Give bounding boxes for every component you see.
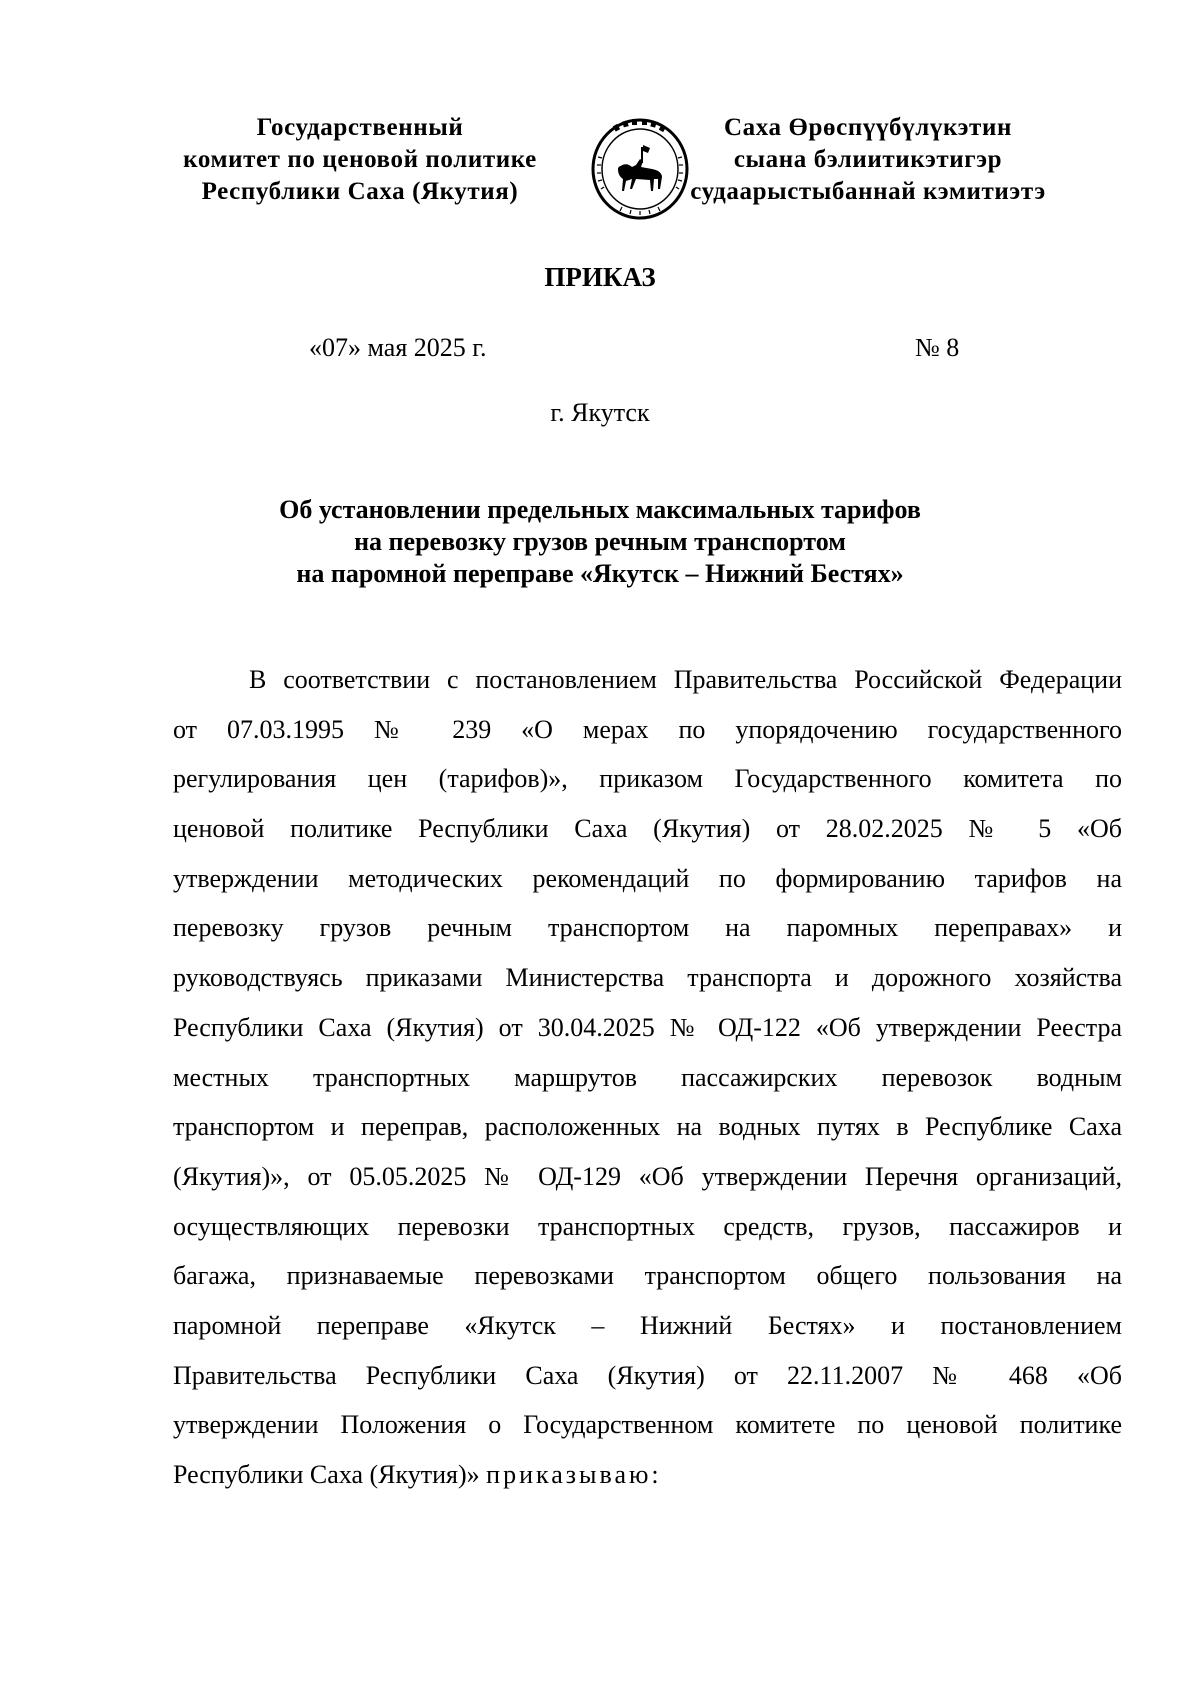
body-line: перевозку грузов речным транспортом на паромных переправах» и: [173, 913, 1122, 943]
body-line: В соответствии с постановлением Правительства Российской Федерации: [249, 665, 1122, 694]
subject-line: Об установлении предельных максимальных тарифов: [279, 495, 921, 524]
header-right-yakut: [668, 112, 1068, 208]
body-line: от 07.03.1995 № 239 «О мерах по упорядочению государственного: [173, 714, 1122, 744]
order-city: г. Якутск: [550, 398, 650, 427]
body-line: (Якутия)», от 05.05.2025 № ОД-129 «Об утверждении Перечня организаций,: [173, 1161, 1122, 1191]
body-line: ценовой политике Республики Саха (Якутия) от 28.02.2025 № 5 «Об: [173, 814, 1122, 844]
header-left-line: комитет по ценовой политике: [183, 146, 537, 173]
order-number: № 8: [915, 333, 960, 362]
body-line: регулирования цен (тарифов)», приказом Государственного комитета по: [173, 764, 1122, 794]
body-line: транспортом и переправ, расположенных на водных путях в Республике Саха: [173, 1112, 1122, 1142]
body-line: местных транспортных маршрутов пассажирских перевозок водным: [173, 1062, 1122, 1092]
header-left-line: Республики Саха (Якутия): [201, 178, 519, 205]
document-type-title: ПРИКАЗ: [544, 262, 656, 292]
header-left-line: Государственный: [256, 114, 464, 141]
order-subject: [0, 494, 1200, 590]
body-line-final: [173, 1450, 1122, 1500]
header-left-russian: [160, 112, 560, 208]
body-line: Правительства Республики Саха (Якутия) от 22.11.2007 № 468 «Об: [173, 1360, 1122, 1390]
body-line: багажа, признаваемые перевозками транспортом общего пользования на: [173, 1261, 1122, 1291]
body-line: утверждении Положения о Государственном комитете по ценовой политике: [173, 1410, 1122, 1440]
subject-line: на перевозку грузов речным транспортом: [354, 527, 846, 556]
subject-line: на паромной переправе «Якутск – Нижний Бестях»: [296, 559, 904, 588]
body-line: паромной переправе «Якутск – Нижний Бестях» и постановлением: [173, 1310, 1122, 1340]
body-line: утверждении методических рекомендаций по формированию тарифов на: [173, 863, 1122, 893]
order-body-paragraph: [173, 655, 1122, 1500]
final-line-prefix: Республики Саха (Якутия)»: [173, 1460, 487, 1489]
body-line: руководствуясь приказами Министерства транспорта и дорожного хозяйства: [173, 963, 1122, 993]
header-right-line: Саха Өрөспүүбүлүкэтин: [724, 114, 1012, 141]
body-line: осуществляющих перевозки транспортных средств, грузов, пассажиров и: [173, 1211, 1122, 1241]
order-date: «07» мая 2025 г.: [309, 333, 487, 362]
body-line: Республики Саха (Якутия) от 30.04.2025 № ОД-122 «Об утверждении Реестра: [173, 1012, 1122, 1042]
header-right-line: сыана бэлиитикэтигэр: [733, 146, 1003, 173]
header-right-line: судаарыстыбаннай кэмитиэтэ: [690, 178, 1046, 205]
order-directive-word: приказываю:: [486, 1460, 662, 1489]
